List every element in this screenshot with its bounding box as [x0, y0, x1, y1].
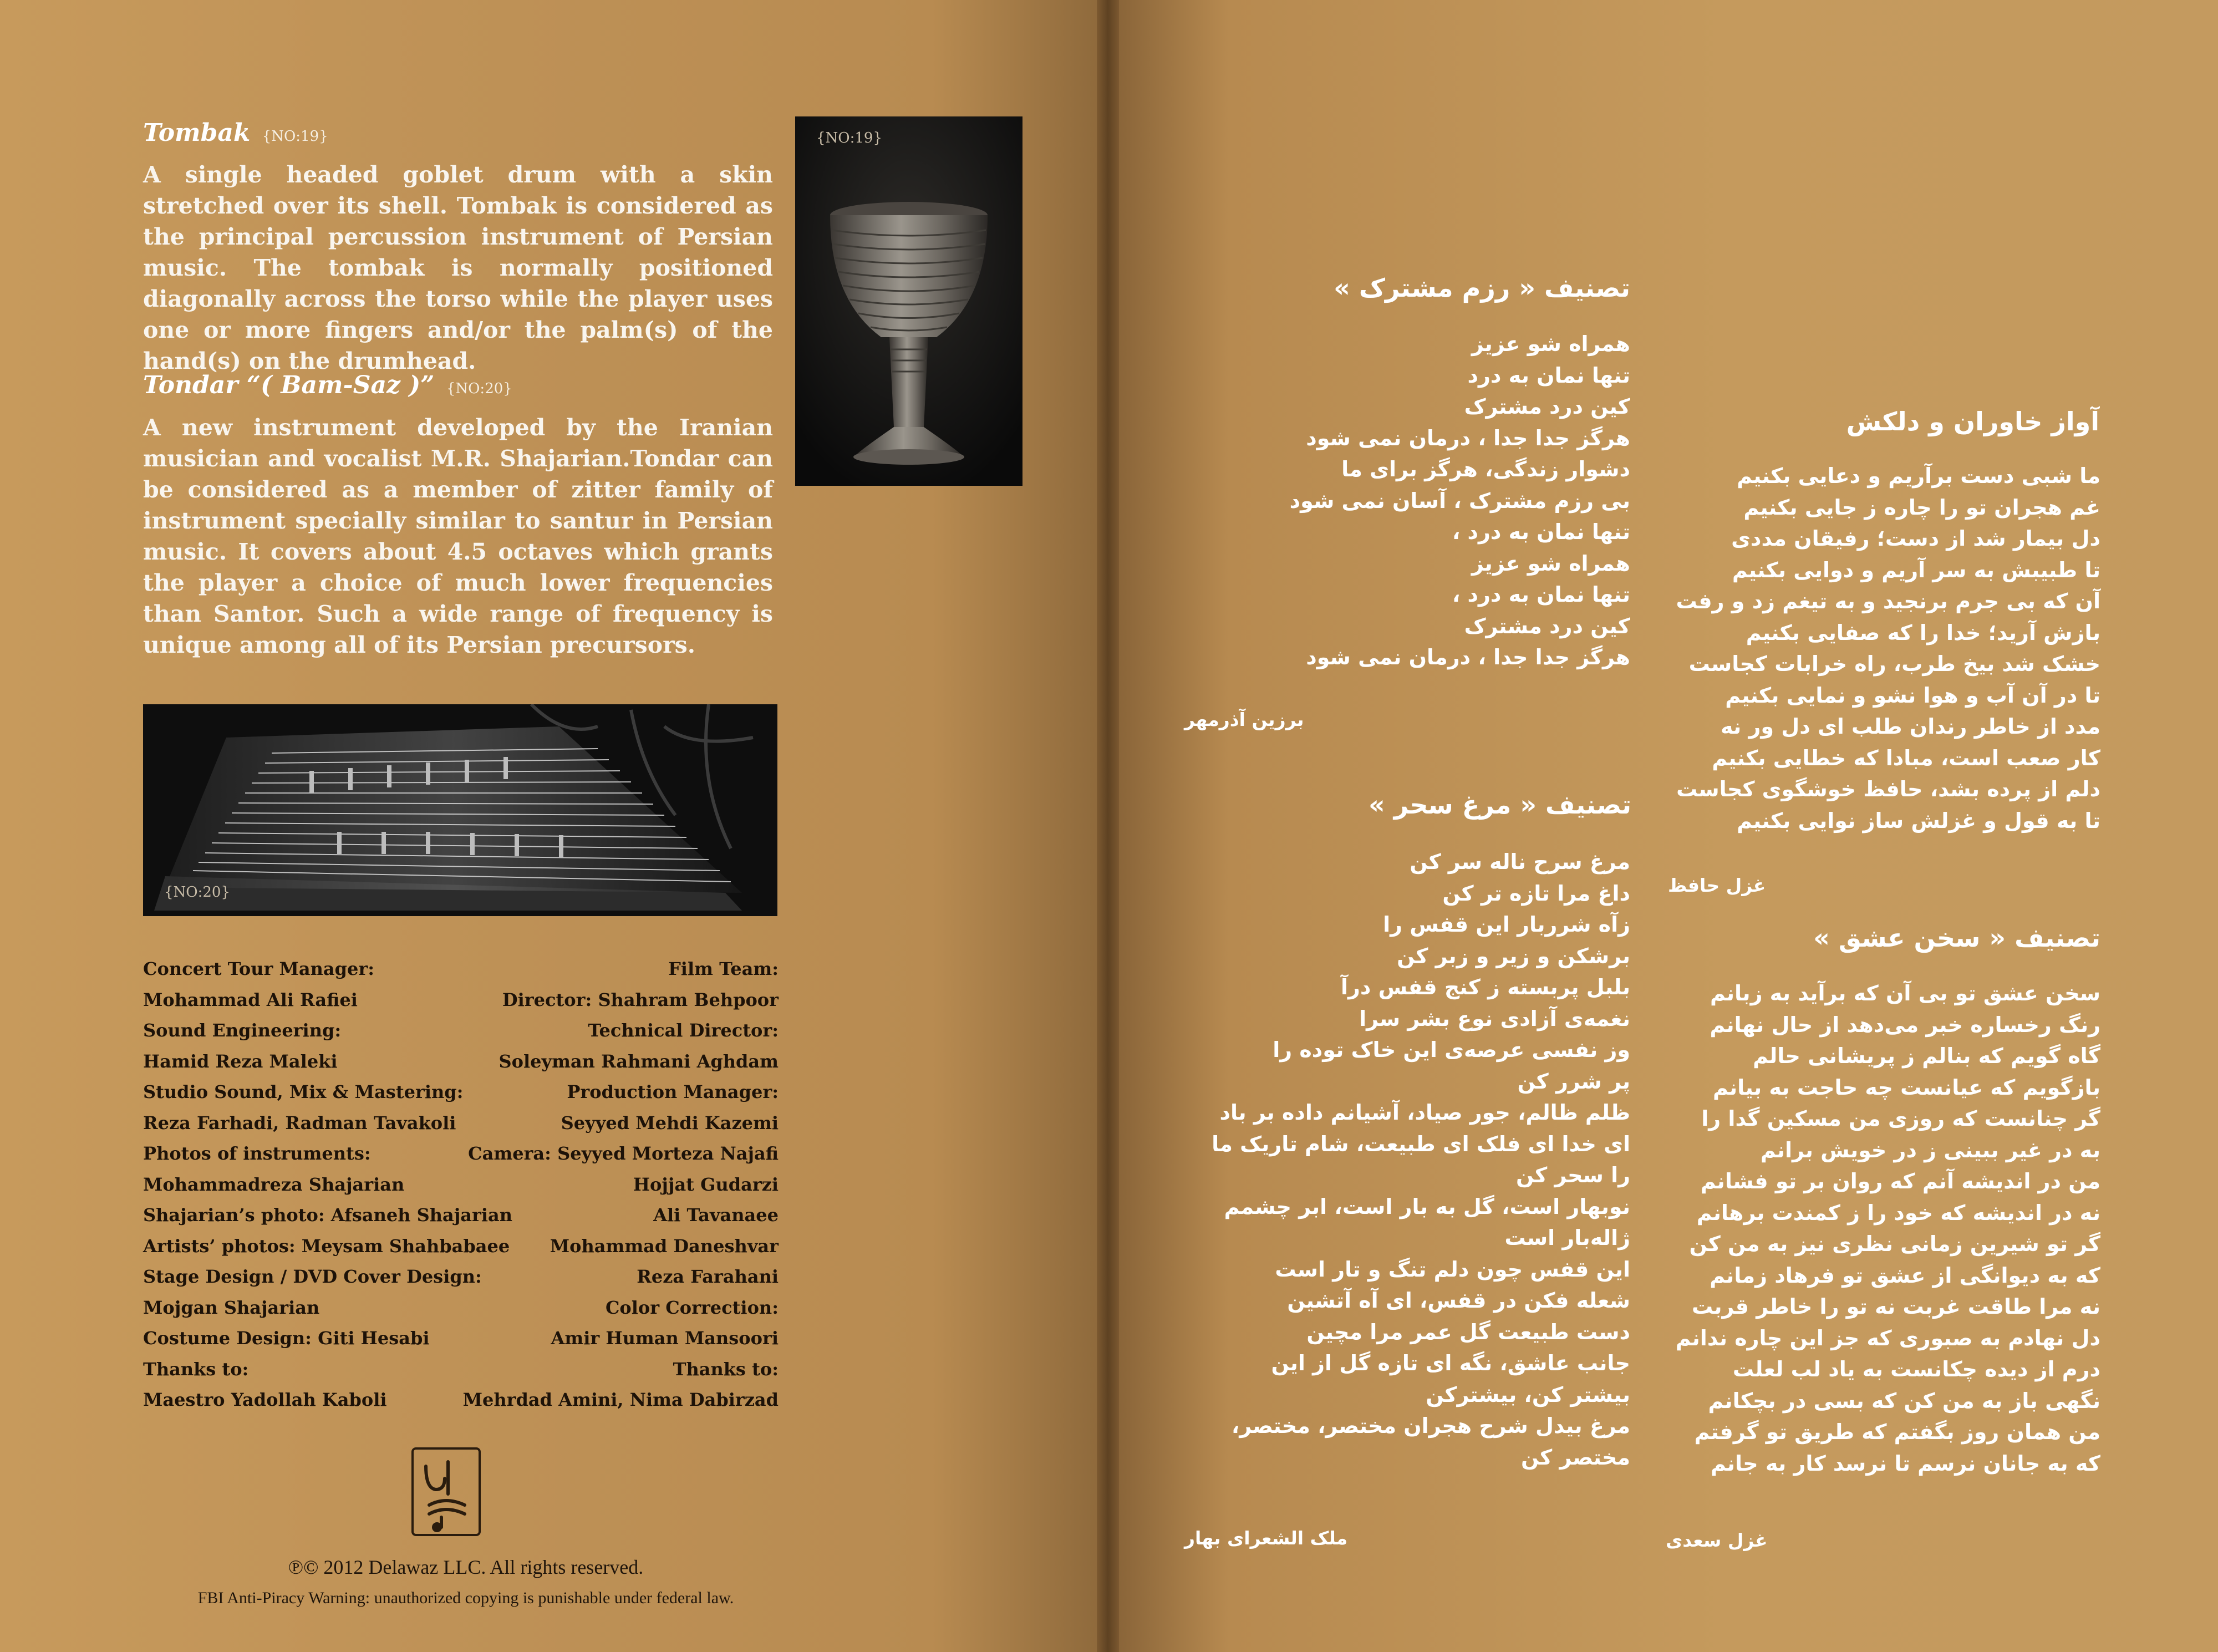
- lyric-line: این قفس چون دلم تنگ و تار است: [1275, 1257, 1630, 1282]
- credit-line: Color Correction:: [605, 1297, 779, 1318]
- lyric-line: بلبل پربسته ز کنج قفس درآ: [1341, 975, 1630, 999]
- credit-line: Mojgan Shajarian: [143, 1297, 320, 1318]
- lyric-line: داغ مرا تازه تر کن: [1442, 881, 1630, 906]
- lyric-line: گاه گویم که بنالم ز پریشانی حالم: [1753, 1044, 2100, 1068]
- lyric-line: همراه شو عزیز: [1471, 551, 1630, 576]
- lyric-line: دلم از پرده بشد، حافظ خوشگوی کجاست: [1676, 777, 2100, 801]
- credit-line: Artists’ photos: Meysam Shahbabaee: [143, 1235, 510, 1257]
- copyright-notice: ℗© 2012 Delawaz LLC. All rights reserved.: [288, 1556, 644, 1578]
- credit-line: Thanks to:: [143, 1358, 249, 1380]
- sokhan-eshgh-poet: غزل سعدی: [1666, 1529, 1768, 1551]
- avaz-title: آواز خاوران و دلکش: [1846, 406, 2099, 436]
- tondar-description: A new instrument developed by the Iranian musician and vocalist M.R. Shajarian.Tondar can be considered as a member of zitter family of instrument specially similar to santur in Persian music. It covers about 4.5 octaves which grants the player a choice of much lower frequencies than Santor. Such a wide range of frequency is unique among all of its Persian precursors.: [143, 414, 773, 658]
- lyric-line: دل بیمار شد از دست؛ رفیقان مددی: [1731, 526, 2100, 551]
- credit-line: Mehrdad Amini, Nima Dabirzad: [462, 1389, 779, 1410]
- credit-line: Mohammad Daneshvar: [550, 1235, 779, 1257]
- credit-line: Director: Shahram Behpoor: [502, 989, 779, 1010]
- lyric-line: ما شبی دست برآریم و دعایی بکنیم: [1737, 464, 2100, 488]
- lyric-line: ای خدا ای فلک ای طبیعت، شام تاریک ما: [1212, 1131, 1630, 1156]
- lyric-line: وز نفسی عرصه‌ی این خاک توده را: [1273, 1038, 1630, 1062]
- lyric-line: تنها نمان به درد ،: [1452, 520, 1630, 544]
- lyric-line: بازش آرید؛ خدا را که صفایی بکنیم: [1746, 620, 2100, 645]
- lyric-line: نگهی باز به من کن که بسی در بچکانم: [1708, 1388, 2100, 1413]
- razm-moshtarak-title: تصنیف « رزم مشترک »: [1334, 273, 1630, 303]
- lyric-line: که به جانان نرسم تا نرسد کار به جانم: [1710, 1451, 2100, 1476]
- anti-piracy-warning: FBI Anti-Piracy Warning: unauthorized copying is punishable under federal law.: [197, 1589, 734, 1607]
- tondar-photo-label: {NO:20}: [164, 884, 230, 901]
- credit-line: Ali Tavanaee: [653, 1204, 779, 1226]
- sokhan-eshgh-title: تصنیف « سخن عشق »: [1813, 923, 2100, 953]
- lyric-line: رنگ رخساره خبر می‌دهد از حال نهانم: [1710, 1012, 2100, 1037]
- lyric-line: غم هجران تو را چاره ز جایی بکنیم: [1743, 495, 2100, 520]
- lyric-line: را سحر کن: [1515, 1163, 1630, 1187]
- lyric-line: مرغ سرح ناله سر کن: [1410, 850, 1630, 874]
- lyric-line: همراه شو عزیز: [1471, 332, 1630, 356]
- lyric-line: دشوار زندگی، هرگز برای ما: [1341, 457, 1630, 481]
- lyric-line: زآه شرربار این قفس را: [1383, 912, 1630, 937]
- tondar-tag: {NO:20}: [446, 380, 512, 397]
- credit-line: Sound Engineering:: [143, 1020, 342, 1041]
- lyric-line: ژاله‌بار است: [1504, 1226, 1630, 1250]
- tombak-photo: [795, 116, 1022, 486]
- credit-line: Amir Human Mansoori: [551, 1328, 779, 1349]
- tombak-title: Tombak: [143, 119, 251, 147]
- lyric-line: گر چنانست که روزی من مسکین گدا را: [1701, 1106, 2100, 1131]
- lyric-line: مختصر کن: [1520, 1445, 1630, 1470]
- lyric-line: بازگویم که عیانست چه حاجت به بیانم: [1713, 1075, 2100, 1100]
- lyric-line: کین درد مشترک: [1464, 613, 1630, 638]
- lyric-line: نغمه‌ی آزادی نوع بشر سرا: [1359, 1006, 1630, 1031]
- credit-line: Maestro Yadollah Kaboli: [143, 1389, 387, 1410]
- lyric-line: هرگز جدا جدا ، درمان نمی شود: [1306, 425, 1630, 450]
- credit-line: Technical Director:: [588, 1020, 779, 1041]
- lyric-line: به در غیر ببینی ز در خویش برانم: [1760, 1137, 2100, 1162]
- credit-line: Photos of instruments:: [143, 1143, 371, 1164]
- lyric-line: شعله فکن در قفس، ای آه آتشین: [1287, 1288, 1630, 1313]
- tombak-tag: {NO:19}: [262, 128, 328, 145]
- credit-line: Hojjat Gudarzi: [633, 1173, 779, 1195]
- lyric-line: درم از دیده چکانست به یاد لب لعلت: [1732, 1357, 2100, 1381]
- tondar-instrument-image: [143, 704, 777, 916]
- booklet-spine: [1097, 0, 1119, 1652]
- credit-line: Stage Design / DVD Cover Design:: [143, 1266, 482, 1287]
- credit-line: Production Manager:: [567, 1081, 779, 1102]
- credit-line: Concert Tour Manager:: [143, 958, 375, 979]
- lyric-line: نوبهار است، گل به بار است، ابر چشمم: [1224, 1194, 1630, 1219]
- tombak-heading: [143, 119, 328, 147]
- lyric-line: پر شرر کن: [1517, 1069, 1630, 1094]
- lyric-line: تا در آن آب و هوا نشو و نمایی بکنیم: [1725, 683, 2100, 708]
- tombak-drum-image: [795, 116, 1022, 486]
- credit-line: Hamid Reza Maleki: [143, 1050, 338, 1072]
- razm-moshtarak-lyrics: [1286, 328, 1630, 673]
- lyric-line: هرگز جدا جدا ، درمان نمی شود: [1306, 645, 1630, 669]
- credit-line: Soleyman Rahmani Aghdam: [498, 1050, 779, 1072]
- lyric-line: تا به قول و غزلش ساز نوایی بکنیم: [1737, 808, 2100, 833]
- lyric-line: نه در اندیشه که خود را ز کمندت برهانم: [1696, 1200, 2100, 1225]
- tombak-photo-label: {NO:19}: [816, 130, 882, 146]
- lyric-line: دست طبیعت گل عمر مرا مچین: [1306, 1319, 1630, 1344]
- lyric-line: کار صعب است، مبادا که خطایی بکنیم: [1712, 745, 2100, 770]
- lyric-line: بی رزم مشترک ، آسان نمی شود: [1289, 488, 1630, 513]
- credit-line: Film Team:: [668, 958, 779, 979]
- tombak-description: A single headed goblet drum with a skin stretched over its shell. Tombak is considered as the principal percussion instrument of Persian music. The tombak is normally positioned diagonally across the torso while the player uses one or more fingers and/or the palm(s) of the hand(s) on the drumhead.: [143, 161, 773, 374]
- credit-line: Thanks to:: [673, 1358, 779, 1380]
- lyric-line: تنها نمان به درد: [1467, 363, 1630, 388]
- sokhan-eshgh-lyrics: [1646, 978, 2100, 1479]
- avaz-lyrics: [1668, 460, 2100, 836]
- morgh-sahar-lyrics: [1212, 846, 1630, 1473]
- lyric-line: خشک شد بیخ طرب، راه خرابات کجاست: [1688, 652, 2100, 676]
- lyric-line: سخن عشق تو بی آن که برآید به زبانم: [1710, 981, 2100, 1005]
- lyric-line: گر تو شیرین زمانی نظری نیز به من کن: [1689, 1232, 2100, 1256]
- lyric-line: که به دیوانگی از عشق تو فرهاد زمانم: [1710, 1263, 2100, 1288]
- lyric-line: برشکن و زیر و زبر کن: [1397, 943, 1630, 968]
- lyric-line: دل نهادم به صبوری که جز این چاره ندانم: [1675, 1325, 2100, 1350]
- razm-moshtarak-poet: برزین آذرمهر: [1184, 709, 1304, 730]
- lyric-line: مرغ بیدل شرح هجران مختصر، مختصر،: [1231, 1414, 1630, 1438]
- credits-right-column: [444, 954, 779, 1416]
- morgh-sahar-poet: ملک الشعرای بهار: [1184, 1527, 1348, 1549]
- credit-line: Camera: Seyyed Morteza Najafi: [468, 1143, 779, 1164]
- credits-left-column: [143, 954, 513, 1416]
- credit-line: Costume Design: Giti Hesabi: [143, 1328, 430, 1349]
- credit-line: Reza Farahani: [637, 1266, 779, 1287]
- credit-line: Reza Farhadi, Radman Tavakoli: [143, 1112, 456, 1133]
- lyric-line: تنها نمان به درد ،: [1452, 582, 1630, 607]
- delawaz-logo: [411, 1447, 481, 1536]
- tondar-heading: [143, 371, 512, 399]
- avaz-poet: غزل حافظ: [1668, 875, 1766, 896]
- lyric-line: کین درد مشترک: [1464, 394, 1630, 419]
- lyric-line: بیشتر کن، بیشترکن: [1426, 1382, 1630, 1407]
- lyric-line: من در اندیشه آنم که روان بر تو فشانم: [1700, 1169, 2100, 1193]
- lyric-line: ظلم ظالم، جور صیاد، آشیانم داده بر باد: [1219, 1100, 1630, 1125]
- credit-line: Mohammad Ali Rafiei: [143, 989, 358, 1010]
- credit-line: Studio Sound, Mix & Mastering:: [143, 1081, 464, 1102]
- lyric-line: من همان روز بگفتم که طریق تو گرفتم: [1694, 1420, 2100, 1444]
- lyric-line: جانب عاشق، نگه ای تازه گل از این: [1271, 1351, 1630, 1375]
- lyric-line: آن که بی جرم برنجید و به تیغم زد و رفت: [1676, 589, 2100, 613]
- delawaz-logo-mark: [414, 1450, 479, 1534]
- morgh-sahar-title: تصنیف « مرغ سحر »: [1369, 790, 1631, 820]
- credit-line: Shajarian’s photo: Afsaneh Shajarian: [143, 1204, 513, 1226]
- lyric-line: مدد از خاطر رندان طلب ای دل ور نه: [1720, 714, 2100, 739]
- credit-line: Seyyed Mehdi Kazemi: [561, 1112, 779, 1133]
- credit-line: Mohammadreza Shajarian: [143, 1173, 405, 1195]
- tondar-title: Tondar “( Bam-Saz )”: [143, 371, 435, 399]
- lyric-line: نه مرا طاقت غربت نه تو را خاطر قربت: [1691, 1294, 2100, 1319]
- lyric-line: تا طبیبش به سر آریم و دوایی بکنیم: [1732, 557, 2100, 582]
- tondar-photo: [143, 704, 777, 916]
